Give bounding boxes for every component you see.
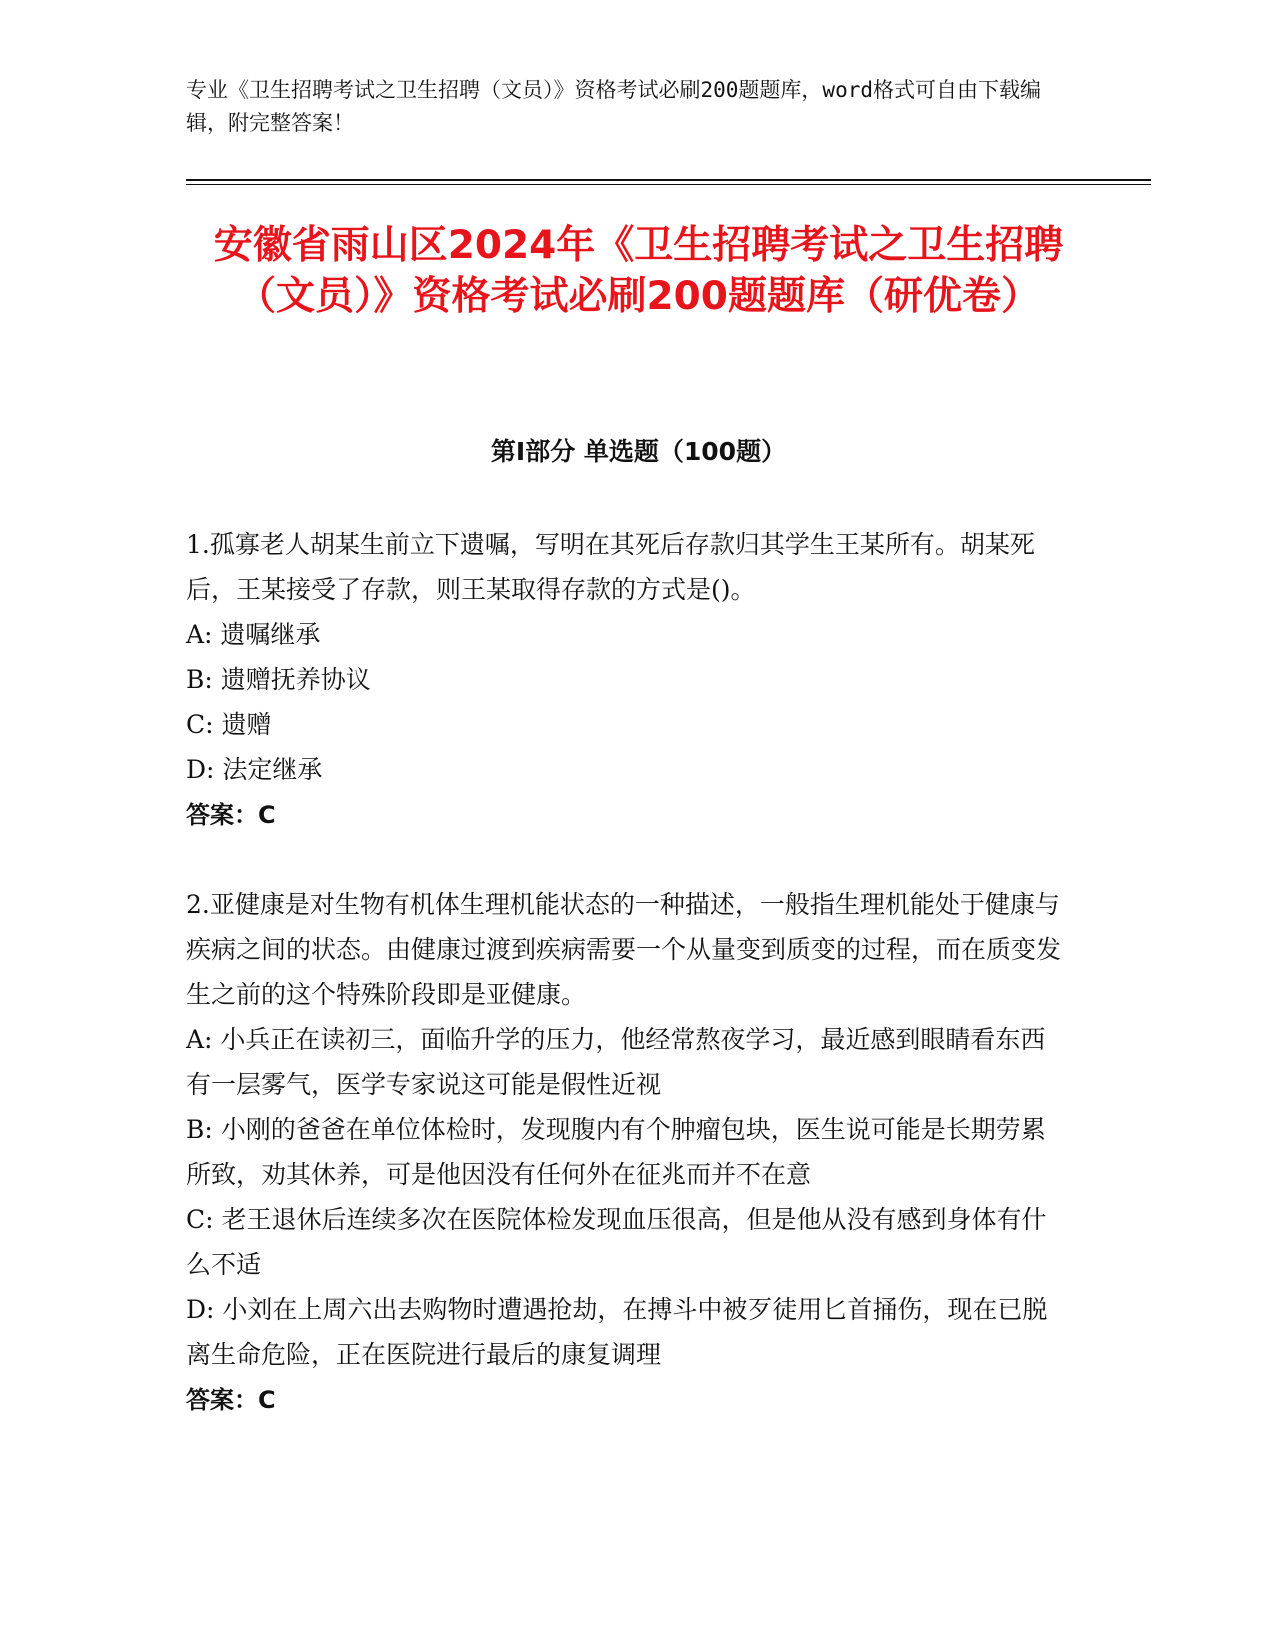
option-c: C: 老王退休后连续多次在医院体检发现血压很高，但是他从没有感到身体有什么不适 — [186, 1205, 1047, 1279]
option-d: D: 小刘在上周六出去购物时遭遇抢劫，在搏斗中被歹徒用匕首捅伤，现在已脱离生命危险，正在医院进行最后的康复调理 — [186, 1295, 1048, 1369]
header-note: 专业《卫生招聘考试之卫生招聘（文员）》资格考试必刷200题题库，word格式可自由下载编辑，附完整答案！ — [186, 78, 1041, 135]
header-rule-thick — [186, 179, 1151, 181]
option-b: B: 小刚的爸爸在单位体检时，发现腹内有个肿瘤包块，医生说可能是长期劳累所致，劝其休养，可是他因没有任何外在征兆而并不在意 — [186, 1115, 1046, 1189]
header-rule-thin — [186, 184, 1151, 185]
question-2 — [186, 882, 1066, 1423]
question-stem: 1.孤寡老人胡某生前立下遗嘱，写明在其死后存款归其学生王某所有。胡某死后，王某接受了存款，则王某取得存款的方式是()。 — [186, 530, 1035, 604]
question-1 — [186, 522, 1066, 838]
document-title: 安徽省雨山区2024年《卫生招聘考试之卫生招聘（文员）》资格考试必刷200题题库（研优卷） — [213, 223, 1064, 319]
option-b: B: 遗赠抚养协议 — [186, 665, 371, 694]
section-title: 第Ⅰ部分 单选题（100题） — [490, 437, 787, 466]
option-a: A: 遗嘱继承 — [186, 620, 321, 649]
option-c: C: 遗赠 — [186, 710, 272, 739]
question-stem: 2.亚健康是对生物有机体生理机能状态的一种描述，一般指生理机能处于健康与疾病之间的状态。由健康过渡到疾病需要一个从量变到质变的过程，而在质变发生之前的这个特殊阶段即是亚健康。 — [186, 890, 1062, 1009]
option-d: D: 法定继承 — [186, 755, 323, 784]
answer: 答案：C — [186, 801, 276, 829]
option-a: A: 小兵正在读初三，面临升学的压力，他经常熬夜学习，最近感到眼睛看东西有一层雾气，医学专家说这可能是假性近视 — [186, 1025, 1046, 1099]
answer: 答案：C — [186, 1386, 276, 1414]
